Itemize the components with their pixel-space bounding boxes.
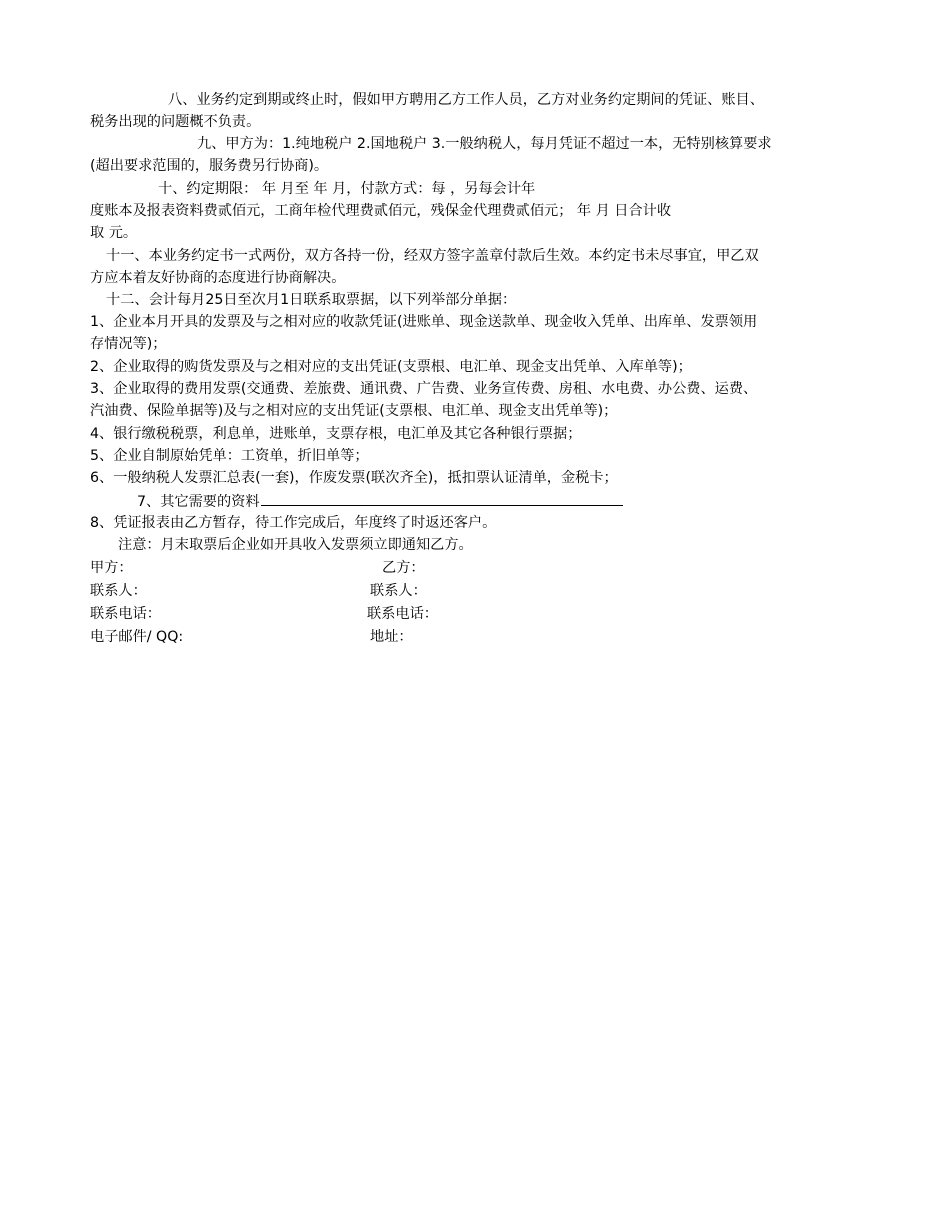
item-1-line-2: 存情况等)； bbox=[90, 336, 167, 352]
item-3-line-2: 汽油费、保险单据等)及与之相对应的支出凭证(支票根、电汇单、现金支出凭单等)； bbox=[90, 403, 618, 419]
item-7 bbox=[90, 490, 860, 512]
clause-9-line-2: (超出要求范围的，服务费另行协商)。 bbox=[90, 158, 329, 174]
clause-8-line-2: 税务出现的问题概不负责。 bbox=[90, 114, 261, 130]
party-b-label: 乙方： bbox=[382, 560, 425, 576]
party-a-email-qq-label: 电子邮件/ QQ: bbox=[90, 629, 184, 645]
party-a-phone-label: 联系电话： bbox=[90, 606, 161, 622]
clause-11-line-2: 方应本着友好协商的态度进行协商解决。 bbox=[90, 270, 346, 286]
item-6: 6、一般纳税人发票汇总表(一套)，作废发票(联次齐全)，抵扣票认证清单，金税卡； bbox=[90, 470, 618, 486]
clause-10-line-1: 十、约定期限： 年 月至 年 月，付款方式：每 ，另每会计年 bbox=[158, 181, 536, 197]
party-a-label: 甲方： bbox=[90, 560, 133, 576]
item-5: 5、企业自制原始凭单：工资单，折旧单等； bbox=[90, 448, 369, 464]
party-b-address-label: 地址： bbox=[370, 629, 413, 645]
clause-8-line-1: 八、业务约定到期或终止时，假如甲方聘用乙方工作人员，乙方对业务约定期间的凭证、账目、 bbox=[168, 92, 764, 108]
party-b-contact-label: 联系人： bbox=[370, 583, 427, 599]
clause-10-line-3: 取 元。 bbox=[90, 225, 138, 241]
item-4: 4、银行缴税税票，利息单，进账单，支票存根，电汇单及其它各种银行票据； bbox=[90, 426, 582, 442]
party-a-contact-label: 联系人： bbox=[90, 583, 147, 599]
clause-9-line-1: 九、甲方为：1.纯地税户 2.国地税户 3.一般纳税人，每月凭证不超过一本，无特别核算要求 bbox=[197, 136, 772, 152]
clause-11-line-1: 十一、本业务约定书一式两份，双方各持一份，经双方签字盖章付款后生效。本约定书未尽事宜，甲乙双 bbox=[106, 248, 759, 264]
item-2: 2、企业取得的购货发票及与之相对应的支出凭证(支票根、电汇单、现金支出凭单、入库单等)； bbox=[90, 359, 692, 375]
note: 注意：月末取票后企业如开具收入发票须立即通知乙方。 bbox=[118, 537, 473, 553]
item-7-label: 7、其它需要的资料 bbox=[137, 494, 260, 510]
clause-12: 十二、会计每月25日至次月1日联系取票据，以下列举部分单据： bbox=[106, 292, 517, 308]
party-b-phone-label: 联系电话： bbox=[367, 606, 438, 622]
item-3-line-1: 3、企业取得的费用发票(交通费、差旅费、通讯费、广告费、业务宣传费、房租、水电费、办公费、运费、 bbox=[90, 381, 758, 397]
clause-10-line-2: 度账本及报表资料费贰佰元，工商年检代理费贰佰元，残保金代理费贰佰元； 年 月 日合计收 bbox=[90, 203, 672, 219]
item-1-line-1: 1、企业本月开具的发票及与之相对应的收款凭证(进账单、现金送款单、现金收入凭单、出库单、发票领用 bbox=[90, 314, 758, 330]
item-8: 8、凭证报表由乙方暂存，待工作完成后，年度终了时返还客户。 bbox=[90, 515, 497, 531]
other-materials-blank bbox=[261, 490, 623, 506]
